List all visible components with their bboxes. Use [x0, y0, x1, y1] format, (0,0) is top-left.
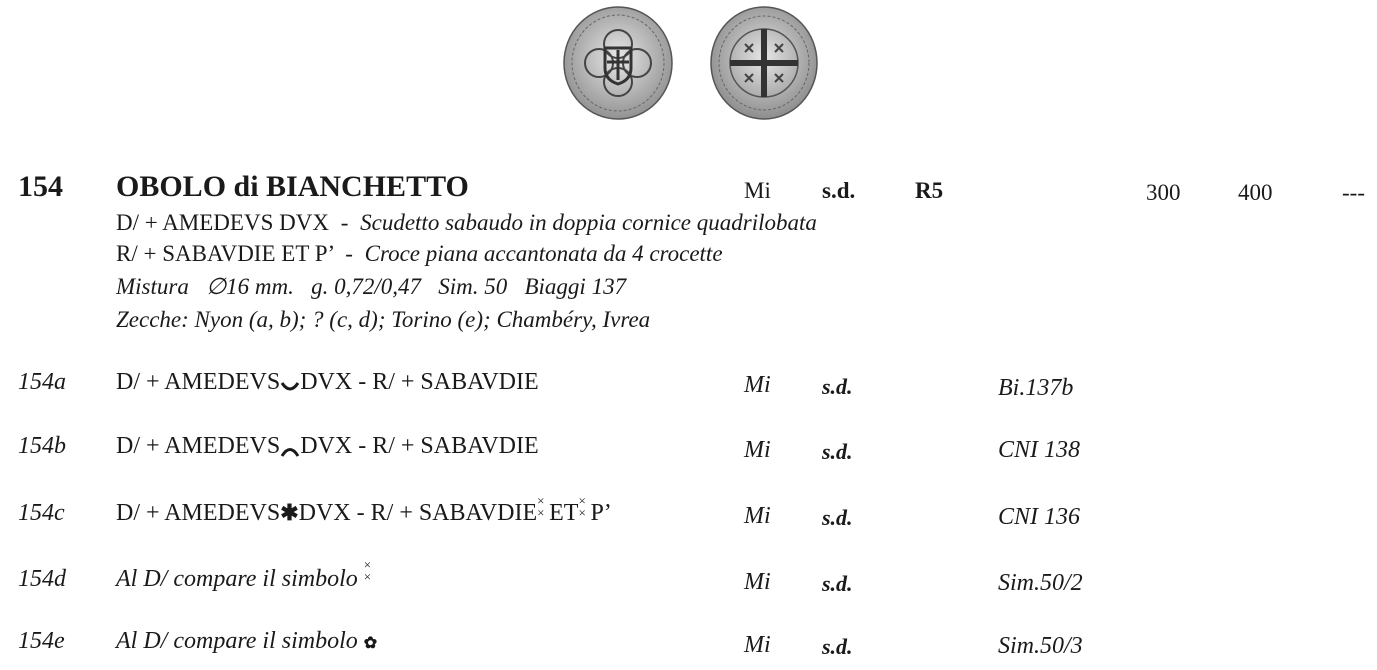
variant-metal: Mi — [744, 503, 771, 529]
separator-arc-up-icon — [280, 445, 300, 457]
variant-date: s.d. — [822, 505, 853, 530]
coin-reverse-image — [707, 4, 821, 122]
obverse-separator: - — [340, 210, 349, 235]
variant-date: s.d. — [822, 571, 853, 596]
variant-legend-part: D/ + AMEDEVS — [116, 369, 281, 395]
variant-legend — [116, 628, 377, 655]
variant-legend-part: DVX — [300, 433, 353, 459]
cross-small-icon: × — [363, 557, 372, 572]
variant-number: 154d — [18, 566, 66, 592]
variant-legend-part: ET — [549, 500, 579, 526]
variant-metal: Mi — [744, 569, 771, 595]
cross-small-icon: × — [578, 505, 586, 520]
variant-text: Al D/ compare il simbolo — [116, 566, 358, 592]
reverse-line — [116, 241, 723, 267]
variant-legend-part: DVX — [300, 369, 353, 395]
variant-number: 154e — [18, 628, 65, 654]
obverse-line — [116, 210, 817, 236]
variant-reference: CNI 136 — [998, 504, 1081, 530]
variant-legend-part: - R/ + SABAVDIE — [358, 369, 539, 395]
variant-date: s.d. — [822, 634, 853, 659]
variant-legend-part: P’ — [590, 500, 612, 526]
variant-legend — [116, 557, 376, 593]
variant-legend — [116, 369, 539, 396]
entry-rarity: R5 — [915, 178, 944, 203]
reverse-separator: - — [345, 241, 353, 266]
reverse-description: Croce piana accantonata da 4 crocette — [364, 241, 723, 266]
variant-legend-part: - R/ + SABAVDIE — [356, 500, 538, 526]
variant-legend — [116, 433, 539, 460]
coin-obverse-image — [561, 4, 675, 122]
variant-number: 154b — [18, 433, 66, 459]
entry-price-1: 300 — [1146, 180, 1181, 205]
cross-pair-icon — [537, 493, 549, 520]
variant-legend-part: - R/ + SABAVDIE — [358, 433, 539, 459]
entry-metal: Mi — [744, 178, 771, 203]
entry-date: s.d. — [822, 178, 856, 203]
variant-number: 154a — [18, 369, 66, 395]
entry-number: 154 — [18, 170, 63, 203]
specs-line: Mistura ∅16 mm. g. 0,72/0,47 Sim. 50 Biaggi 137 — [116, 274, 627, 299]
entry-price-3: --- — [1342, 180, 1365, 205]
mints-line: Zecche: Nyon (a, b); ? (c, d); Torino (e); Chambéry, Ivrea — [116, 307, 651, 332]
variant-legend-part: D/ + AMEDEVS — [116, 500, 281, 526]
variant-reference: Sim.50/2 — [998, 570, 1083, 596]
obverse-description: Scudetto sabaudo in doppia cornice quadrilobata — [360, 210, 817, 235]
variant-legend-part: D/ + AMEDEVS — [116, 433, 281, 459]
cross-small-icon: × — [578, 493, 586, 508]
star-symbol-icon: ✱ — [280, 500, 299, 525]
cross-small-icon: × — [537, 505, 545, 520]
variant-metal: Mi — [744, 437, 771, 463]
variant-metal: Mi — [744, 632, 771, 658]
cross-small-icon: × — [363, 569, 372, 584]
cross-pair-icon — [578, 493, 590, 520]
obverse-legend: D/ + AMEDEVS DVX — [116, 210, 329, 235]
variant-number: 154c — [18, 500, 65, 526]
variant-metal: Mi — [744, 372, 771, 398]
rosette-symbol-icon: ✿ — [363, 635, 378, 652]
variant-reference: Sim.50/3 — [998, 633, 1083, 659]
entry-title: OBOLO di BIANCHETTO — [116, 170, 469, 203]
entry-price-2: 400 — [1238, 180, 1273, 205]
separator-arc-down-icon — [280, 381, 300, 393]
variant-text: Al D/ compare il simbolo — [116, 628, 358, 654]
variant-legend-part: DVX — [298, 500, 351, 526]
reverse-legend: R/ + SABAVDIE ET P’ — [116, 241, 334, 266]
variant-reference: CNI 138 — [998, 437, 1081, 463]
cross-pair-icon — [363, 557, 376, 586]
variant-date: s.d. — [822, 374, 853, 399]
variant-reference: Bi.137b — [998, 375, 1074, 401]
cross-small-icon: × — [537, 493, 545, 508]
variant-date: s.d. — [822, 439, 853, 464]
variant-legend — [116, 493, 612, 527]
